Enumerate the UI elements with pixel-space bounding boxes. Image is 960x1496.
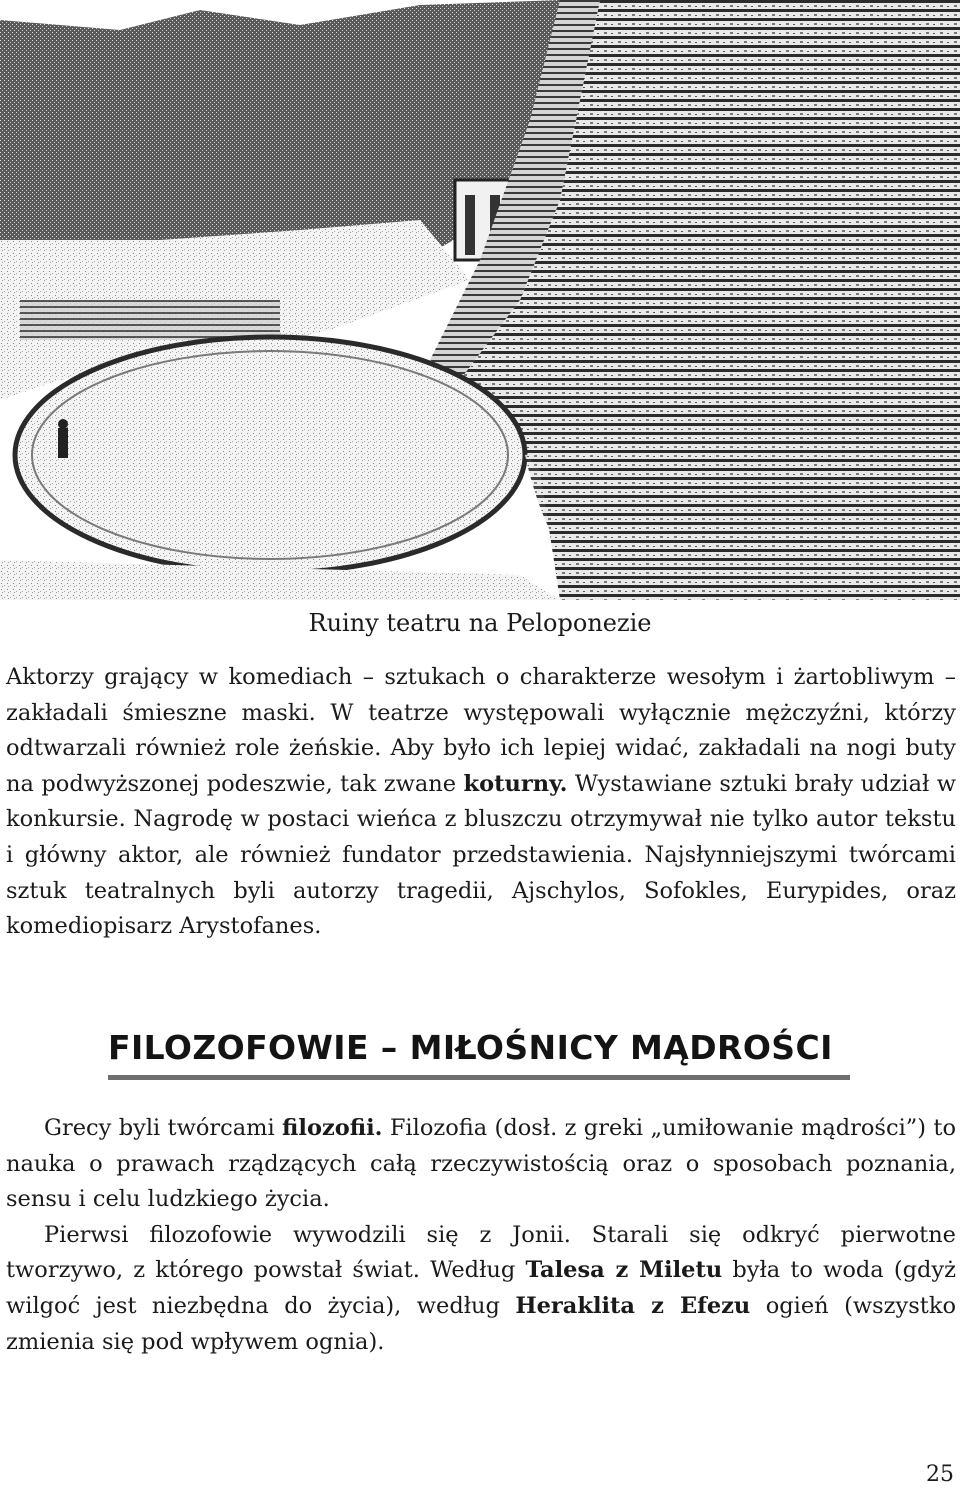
paragraph-text [6, 660, 956, 945]
theatre-photo [0, 0, 960, 600]
section-heading-block [108, 1025, 850, 1080]
term-heraklit: Heraklita z Efezu [515, 1292, 751, 1319]
photo-caption: Ruiny teatru na Peloponezie [308, 609, 652, 637]
body-paragraph-theatre [6, 660, 956, 945]
section-underline [108, 1075, 850, 1080]
text-run: Pierwsi filozofowie wywodzili się z Jonii. Starali się odkryć pierwotne tworzywo, z którego powstał świat. Według [6, 1221, 956, 1284]
term-filozofii: filozofii. [282, 1115, 383, 1141]
text-run: Wystawiane sztuki brały udział w konkursie. Nagrodę w postaci wieńca z bluszczu otrzymywał nie tylko autor tekstu i główny aktor, ale również fundator przedstawienia. Najsłynniejszymi twórcami sztuk teatralnych byli autorzy tragedii, Ajschylos, Sofokles, Eurypides, oraz komediopisarz Arystofanes. [6, 770, 956, 940]
text-run: Aktorzy grający w komediach – sztukach o charakterze wesołym i żartobliwym – zakładali śmieszne maski. W teatrze występowali wyłącznie mężczyźni, którzy odtwarzali również role żeńskie. Aby było ich lepiej widać, zakładali na nogi buty na podwyższonej podeszwie, tak zwane [6, 664, 956, 797]
term-koturny: koturny. [463, 770, 568, 797]
paragraph-text [6, 1111, 956, 1218]
section-title: FILOZOFOWIE – MIŁOŚNICY MĄDROŚCI [108, 1028, 833, 1067]
text-run: Filozofia (dosł. z greki „umiłowanie mądrości”) to nauka o prawach rządzących całą rzeczywistością oraz o sposobach poznania, sensu i celu ludzkiego życia. [6, 1115, 956, 1213]
page-number: 25 [926, 1462, 954, 1487]
term-tales: Talesa z Miletu [525, 1257, 723, 1284]
body-paragraphs-philosophy [6, 1111, 956, 1360]
text-run: Grecy byli twórcami [44, 1115, 283, 1141]
text-run: była to woda (gdyż wilgoć jest niezbędna do życia), według [6, 1257, 956, 1319]
paragraph-text [6, 1218, 956, 1360]
text-run: ogień (wszystko zmienia się pod wpływem ognia). [6, 1292, 956, 1355]
